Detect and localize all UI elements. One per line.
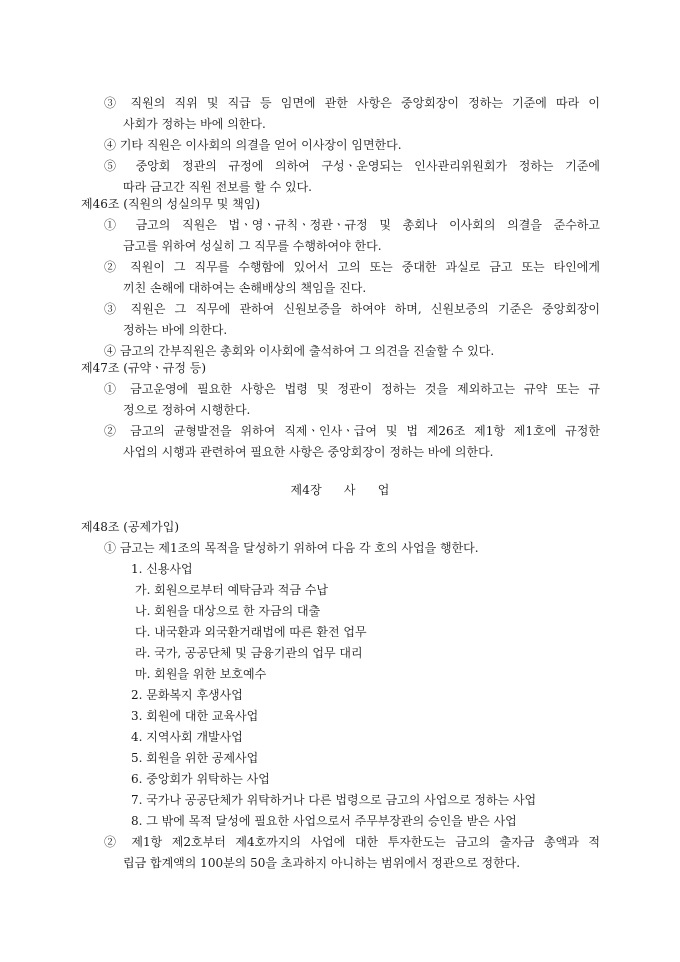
article-48-clause-2-line-1: ② 제1항 제2호부터 제4호까지의 사업에 대한 투자한도는 금고의 출자금 총액과 적 bbox=[104, 835, 600, 849]
item-2: 2. 문화복지 후생사업 bbox=[131, 688, 243, 702]
article-45-clause-4: ④ 기타 직원은 이사회의 의결을 얻어 이사장이 임면한다. bbox=[104, 138, 402, 152]
article-47-heading: 제47조 (규약ㆍ규정 등) bbox=[81, 361, 206, 375]
article-48-clause-2-line-2: 립금 합계액의 100분의 50을 초과하지 아니하는 범위에서 정관으로 정한다. bbox=[123, 856, 521, 870]
sub-item-da: 다. 내국환과 외국환거래법에 따른 환전 업무 bbox=[135, 625, 367, 639]
chapter-4-title: 제4장 사 업 bbox=[290, 483, 390, 497]
item-1: 1. 신용사업 bbox=[131, 562, 193, 576]
article-46-heading: 제46조 (직원의 성실의무 및 책임) bbox=[81, 197, 260, 211]
article-46-clause-4: ④ 금고의 간부직원은 총회와 이사회에 출석하여 그 의견을 진술할 수 있다. bbox=[104, 344, 495, 358]
article-47-clause-2-line-2: 사업의 시행과 관련하여 필요한 사항은 중앙회장이 정하는 바에 의한다. bbox=[123, 445, 494, 459]
item-7: 7. 국가나 공공단체가 위탁하거나 다른 법령으로 금고의 사업으로 정하는 사업 bbox=[131, 793, 537, 807]
sub-item-na: 나. 회원을 대상으로 한 자금의 대출 bbox=[135, 604, 321, 618]
sub-item-ga: 가. 회원으로부터 예탁금과 적금 수납 bbox=[135, 583, 328, 597]
article-47-clause-1-line-1: ① 금고운영에 필요한 사항은 법령 및 정관이 정하는 것을 제외하고는 규약 또는 규 bbox=[104, 382, 600, 396]
article-45-clause-3-line-2: 사회가 정하는 바에 의한다. bbox=[123, 117, 266, 131]
item-3: 3. 회원에 대한 교육사업 bbox=[131, 709, 259, 723]
article-45-clause-5-line-1: ⑤ 중앙회 정관의 규정에 의하여 구성ㆍ운영되는 인사관리위원회가 정하는 기준에 bbox=[104, 159, 600, 173]
article-45-clause-3-line-1: ③ 직원의 직위 및 직급 등 임면에 관한 사항은 중앙회장이 정하는 기준에 따라 이 bbox=[104, 96, 600, 110]
sub-item-ra: 라. 국가, 공공단체 및 금융기관의 업무 대리 bbox=[135, 646, 363, 660]
item-4: 4. 지역사회 개발사업 bbox=[131, 730, 243, 744]
article-48-clause-1: ① 금고는 제1조의 목적을 달성하기 위하여 다음 각 호의 사업을 행한다. bbox=[104, 541, 479, 555]
article-47-clause-2-line-1: ② 금고의 균형발전을 위하여 직제ㆍ인사ㆍ급여 및 법 제26조 제1항 제1호에 규정한 bbox=[104, 424, 600, 438]
item-6: 6. 중앙회가 위탁하는 사업 bbox=[131, 772, 270, 786]
article-46-clause-1-line-1: ① 금고의 직원은 법ㆍ영ㆍ규칙ㆍ정관ㆍ규정 및 총회나 이사회의 의결을 준수하고 bbox=[104, 218, 600, 232]
item-5: 5. 회원을 위한 공제사업 bbox=[131, 751, 259, 765]
article-45-clause-5-line-2: 따라 금고간 직원 전보를 할 수 있다. bbox=[123, 180, 312, 194]
article-46-clause-3-line-1: ③ 직원은 그 직무에 관하여 신원보증을 하여야 하며, 신원보증의 기준은 중앙회장이 bbox=[104, 302, 600, 316]
article-46-clause-3-line-2: 정하는 바에 의한다. bbox=[123, 323, 228, 337]
article-48-heading: 제48조 (공제가입) bbox=[81, 520, 179, 534]
item-8: 8. 그 밖에 목적 달성에 필요한 사업으로서 주무부장관의 승인을 받은 사업 bbox=[131, 814, 517, 828]
article-46-clause-1-line-2: 금고를 위하여 성실히 그 직무를 수행하여야 한다. bbox=[123, 239, 382, 253]
article-47-clause-1-line-2: 정으로 정하여 시행한다. bbox=[123, 403, 251, 417]
sub-item-ma: 마. 회원을 위한 보호예수 bbox=[135, 667, 267, 681]
article-46-clause-2-line-1: ② 직원이 그 직무를 수행함에 있어서 고의 또는 중대한 과실로 금고 또는 타인에게 bbox=[104, 260, 600, 274]
article-46-clause-2-line-2: 끼친 손해에 대하여는 손해배상의 책임을 진다. bbox=[123, 281, 367, 295]
